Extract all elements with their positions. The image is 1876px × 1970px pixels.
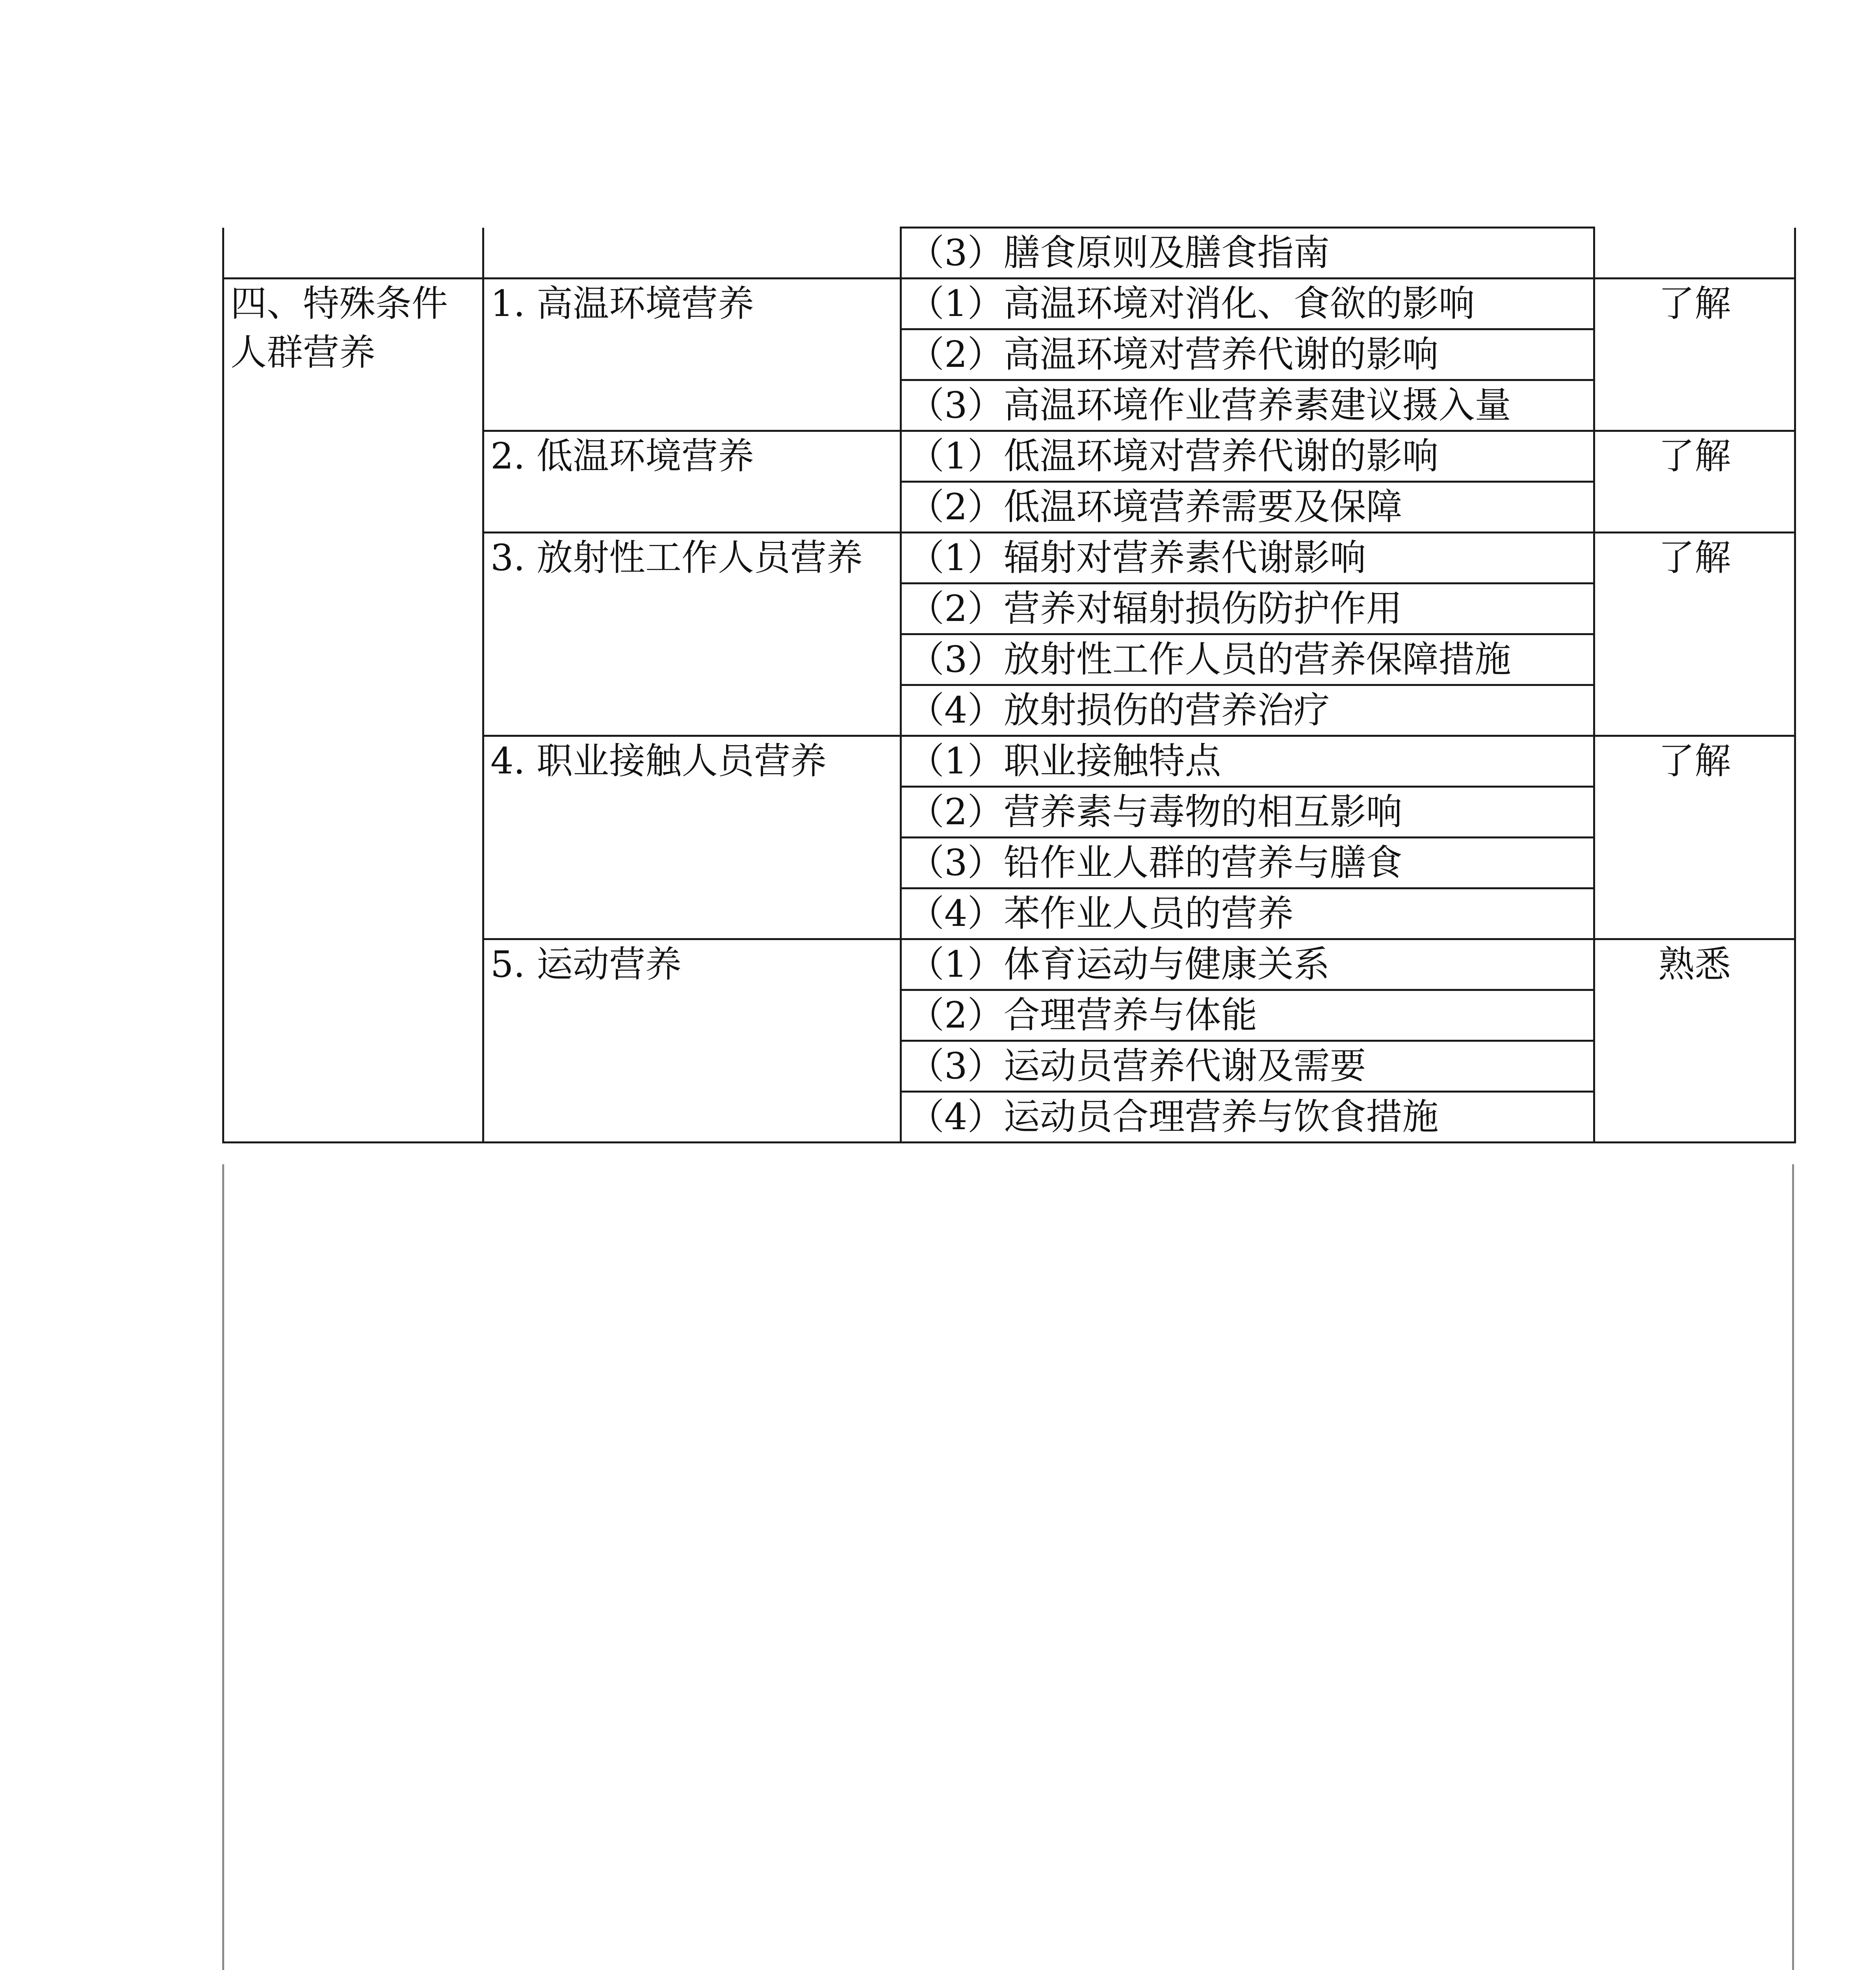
content-cell: （2）合理营养与体能 <box>901 990 1594 1041</box>
requirement-level-cell: 了解 <box>1594 431 1795 533</box>
topic-name-cell: 1. 高温环境营养 <box>483 279 901 431</box>
page-frame-left-line <box>222 1164 224 1970</box>
topic-name-cell: 3. 放射性工作人员营养 <box>483 533 901 736</box>
content-cell: （1）职业接触特点 <box>901 736 1594 787</box>
content-cell: （2）营养素与毒物的相互影响 <box>901 787 1594 838</box>
requirement-level-cell: 了解 <box>1594 533 1795 736</box>
content-cell: （1）辐射对营养素代谢影响 <box>901 533 1594 584</box>
content-cell: （2）营养对辐射损伤防护作用 <box>901 584 1594 634</box>
content-cell: （1）体育运动与健康关系 <box>901 939 1594 990</box>
requirement-level-cell: 了解 <box>1594 279 1795 431</box>
content-cell: （2）低温环境营养需要及保障 <box>901 482 1594 533</box>
topic-name-cell: 5. 运动营养 <box>483 939 901 1143</box>
page-frame-right-line <box>1792 1164 1794 1970</box>
topic-name-cell: 2. 低温环境营养 <box>483 431 901 533</box>
content-cell: （1）高温环境对消化、食欲的影响 <box>901 279 1594 329</box>
content-cell: （3）高温环境作业营养素建议摄入量 <box>901 380 1594 431</box>
content-cell: （1）低温环境对营养代谢的影响 <box>901 431 1594 482</box>
content-cell: （3）运动员营养代谢及需要 <box>901 1041 1594 1092</box>
unit-title-cell: 四、特殊条件人群营养 <box>223 279 483 1143</box>
content-cell: （2）高温环境对营养代谢的影响 <box>901 329 1594 380</box>
topic-cell-empty <box>483 228 901 279</box>
unit-cell-empty <box>223 228 483 279</box>
content-cell: （4）放射损伤的营养治疗 <box>901 685 1594 736</box>
content-cell: （3）放射性工作人员的营养保障措施 <box>901 634 1594 685</box>
content-cell: （4）苯作业人员的营养 <box>901 888 1594 939</box>
topic-name-cell: 4. 职业接触人员营养 <box>483 736 901 939</box>
content-cell: （3）铅作业人群的营养与膳食 <box>901 838 1594 888</box>
syllabus-table <box>222 227 1796 1143</box>
requirement-level-cell: 了解 <box>1594 736 1795 939</box>
continuation-row <box>223 228 1795 279</box>
level-cell-empty <box>1594 228 1795 279</box>
table-row <box>223 279 1795 329</box>
content-cell: （3）膳食原则及膳食指南 <box>901 228 1594 279</box>
content-cell: （4）运动员合理营养与饮食措施 <box>901 1092 1594 1143</box>
requirement-level-cell: 熟悉 <box>1594 939 1795 1143</box>
